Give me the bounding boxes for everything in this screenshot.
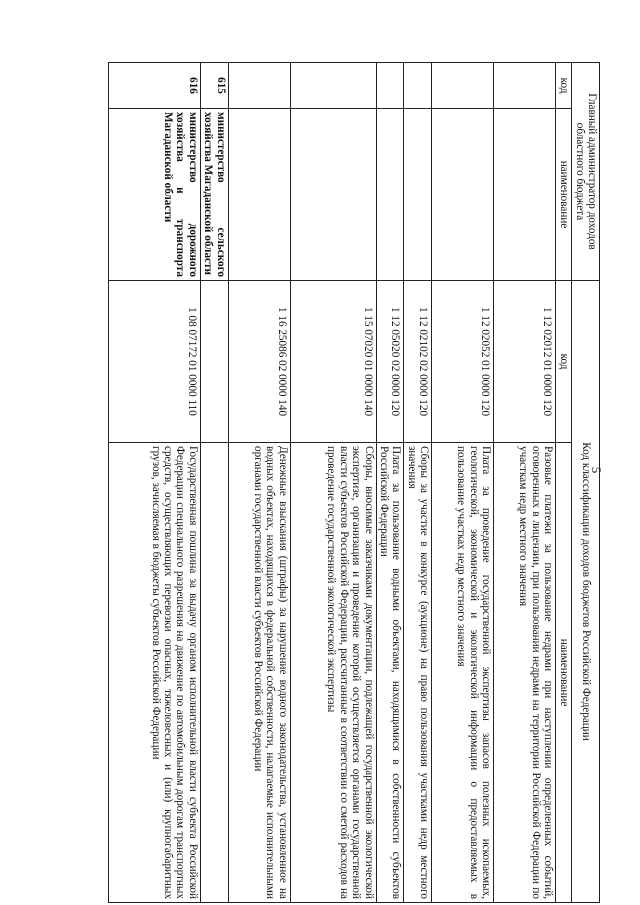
classification-code-cell: 1 12 02102 02 0000 120 (404, 281, 432, 443)
classification-name-header: наименование (556, 443, 572, 903)
admin-code-cell: 615 (200, 63, 228, 109)
classification-name-cell: Сборы, вносимые заказчиками документации, подлежащей государственной экологической экспертизе, организация и проведение которой осуществляется органами государственной власти субъектов Российской Федерации, рассчитанные в соответствии со сметой расходов на проведение государственной экологической экспертизы (290, 443, 376, 903)
page-number: 5 (589, 466, 604, 474)
admin-code-cell (404, 63, 432, 109)
classification-code-cell: 1 08 07172 01 0000 110 (108, 281, 200, 443)
admin-code-cell (290, 63, 376, 109)
admin-name-header: наименование (556, 109, 572, 281)
admin-code-cell: 616 (108, 63, 200, 109)
classification-name-cell: Плата за проведение государственной экспертизы запасов полезных ископаемых, геологической, экономической и экологической информации о предоставляемых в пользование участках недр местного значения (432, 443, 494, 903)
admin-name-cell: министерство сельского хозяйства Магаданской области (200, 109, 228, 281)
table-row (228, 63, 290, 903)
admin-name-cell (494, 109, 556, 281)
classification-name-cell: Плата за пользование водными объектами, находящимися в собственности субъектов Российской Федерации (376, 443, 404, 903)
classification-code-cell: 1 15 07020 01 0000 140 (290, 281, 376, 443)
classification-code-cell: 1 16 25086 02 0000 140 (228, 281, 290, 443)
classification-name-cell (200, 443, 228, 903)
table-row (376, 63, 404, 903)
admin-group-header: Главный администратор доходов областного бюджета (572, 63, 600, 281)
admin-code-cell (494, 63, 556, 109)
classification-code-cell: 1 12 02052 01 0000 120 (432, 281, 494, 443)
admin-name-cell (404, 109, 432, 281)
table-row (494, 63, 556, 903)
classification-code-cell (200, 281, 228, 443)
admin-name-cell (290, 109, 376, 281)
classification-name-cell: Сборы за участие в конкурсе (аукционе) на право пользования участками недр местного значения (404, 443, 432, 903)
table-row (200, 63, 228, 903)
table-row (432, 63, 494, 903)
admin-name-cell (432, 109, 494, 281)
classification-name-cell: Государственная пошлина за выдачу органом исполнительной власти субъекта Российской Федерации специального разрешения на движение по автомобильным дорогам транспортных средств, осуществляющих перевозки опасных, тяжеловесных и (или) крупногабаритных грузов, зачисляемая в бюджеты субъектов Российской Федерации (108, 443, 200, 903)
classification-group-header: Код классификации доходов бюджетов Российской Федерации (572, 281, 600, 903)
classification-code-cell: 1 12 02012 01 0000 120 (494, 281, 556, 443)
classification-code-cell: 1 12 05020 02 0000 120 (376, 281, 404, 443)
table-row (108, 63, 200, 903)
classification-name-cell: Разовые платежи за пользование недрами при наступлении определенных событий, оговоренных в лицензии, при пользовании недрами на территории Российской Федерации по участкам недр местного значения (494, 443, 556, 903)
admin-code-cell (432, 63, 494, 109)
table-row (290, 63, 376, 903)
rotated-page (42, 62, 600, 902)
admin-code-cell (228, 63, 290, 109)
revenue-classification-table (108, 62, 600, 903)
admin-code-header: код (556, 63, 572, 109)
classification-code-header: код (556, 281, 572, 443)
classification-name-cell: Денежные взыскания (штрафы) за нарушение водного законодательства, установленное на водных объектах, находящихся в федеральной собственности, налагаемые исполнительными органами государственной власти субъектов Российской Федерации (228, 443, 290, 903)
admin-code-cell (376, 63, 404, 109)
admin-name-cell (376, 109, 404, 281)
admin-name-cell: министерство дорожного хозяйства и транспорта Магаданской области (108, 109, 200, 281)
table-row (404, 63, 432, 903)
admin-name-cell (228, 109, 290, 281)
